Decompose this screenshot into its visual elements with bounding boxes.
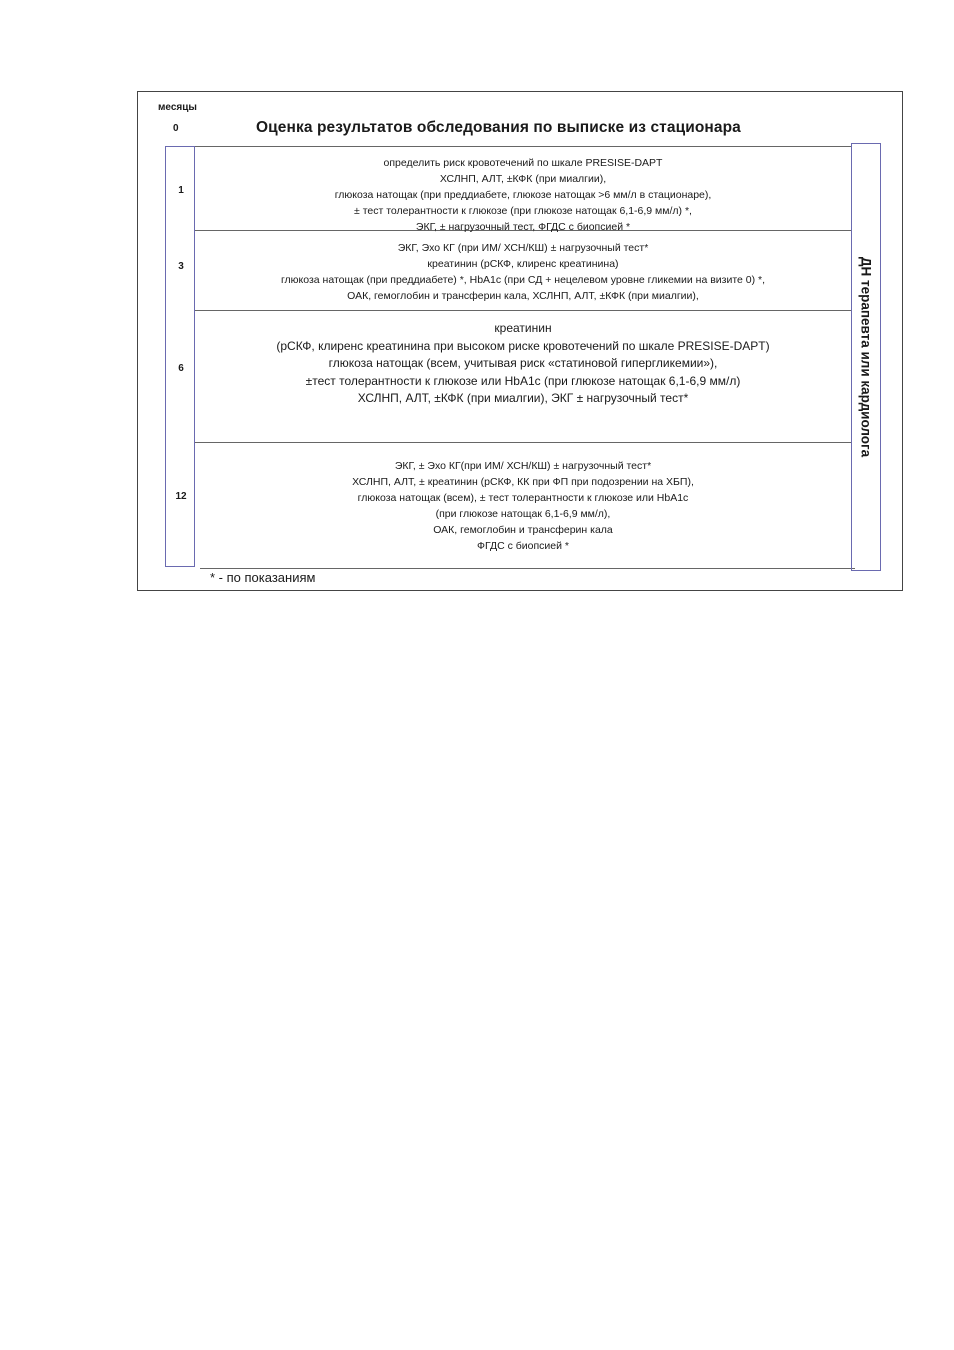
- stage-6-line: (рСКФ, клиренс креатинина при высоком риске кровотечений по шкале PRESISE-DAPT): [276, 338, 770, 353]
- side-label: ДН терапевта или кардиолога: [858, 256, 874, 458]
- stage-1-line: ± тест толерантности к глюкозе (при глюкозе натощак 6,1-6,9 мм/л) *,: [354, 205, 692, 217]
- stage-12-line: ФГДС с биопсией *: [477, 540, 569, 552]
- month-label-1: 1: [178, 185, 184, 196]
- stage-6-line: глюкоза натощак (всем, учитывая риск «статиновой гипергликемии»),: [328, 356, 718, 370]
- stage-12-line: глюкоза натощак (всем), ± тест толерантности к глюкозе или HbA1c: [357, 492, 689, 504]
- timeline-column: [165, 146, 195, 567]
- stage-3-line: глюкоза натощак (при преддиабете) *, HbA1c (при СД + нецелевом уровне гликемии на визите 0) *,: [280, 274, 766, 286]
- stage-6-line: ХСЛНП, АЛТ, ±КФК (при миалгии), ЭКГ ± нагрузочный тест*: [357, 391, 689, 405]
- stage-12-line: ОАК, гемоглобин и трансферин кала: [433, 524, 613, 536]
- stage-3-text: [195, 240, 851, 304]
- stage-1-line: определить риск кровотечений по шкале PRESISE-DAPT: [383, 157, 663, 169]
- stage-1-line: ЭКГ, ± нагрузочный тест, ФГДС с биопсией *: [415, 221, 631, 233]
- month-label-12: 12: [175, 491, 187, 502]
- stage-12-line: ЭКГ, ± Эхо КГ(при ИМ/ ХСН/КШ) ± нагрузочный тест*: [394, 460, 652, 472]
- divider-3-6: [195, 310, 851, 311]
- month-zero-label: 0: [173, 123, 179, 134]
- stage-12-text: [195, 458, 851, 554]
- stage-12-line: ХСЛНП, АЛТ, ± креатинин (рСКФ, КК при ФП при подозрении на ХБП),: [352, 476, 694, 488]
- stage-6-line: ±тест толерантности к глюкозе или HbA1c (при глюкозе натощак 6,1-6,9 мм/л): [305, 373, 741, 388]
- stage-3-line: креатинин (рСКФ, клиренс креатинина): [427, 258, 619, 270]
- stage-3-line: ЭКГ, Эхо КГ (при ИМ/ ХСН/КШ) ± нагрузочный тест*: [397, 242, 649, 254]
- stage-6-text: [195, 320, 851, 408]
- stage-1-line: глюкоза натощак (при преддиабете, глюкозе натощак >6 мм/л в стационаре),: [334, 189, 712, 201]
- divider-6-12: [195, 442, 851, 443]
- stage-6-line: креатинин: [494, 321, 552, 335]
- divider-bottom: [200, 568, 855, 569]
- stage-12-line: (при глюкозе натощак 6,1-6,9 мм/л),: [435, 508, 611, 520]
- diagram-title: Оценка результатов обследования по выписке из стационара: [256, 119, 741, 136]
- footnote: * - по показаниям: [210, 570, 316, 585]
- stage-3-line: ОАК, гемоглобин и трансферин кала, ХСЛНП, АЛТ, ±КФК (при миалгии),: [347, 290, 699, 302]
- month-label-6: 6: [178, 363, 184, 374]
- month-label-3: 3: [178, 261, 184, 272]
- units-label: месяцы: [158, 102, 197, 113]
- stage-1-line: ХСЛНП, АЛТ, ±КФК (при миалгии),: [439, 173, 607, 185]
- stage-1-text: [195, 155, 851, 235]
- divider-top: [195, 146, 851, 147]
